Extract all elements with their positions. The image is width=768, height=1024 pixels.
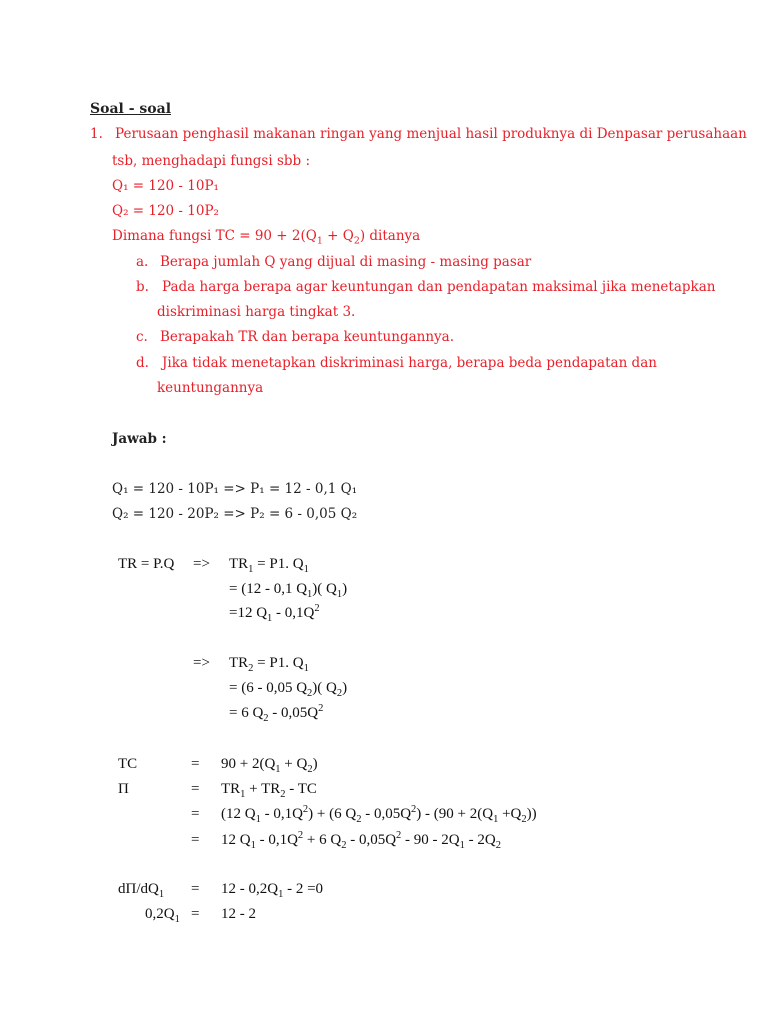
equals-4: = <box>191 832 200 848</box>
sub-a-marker: a. <box>136 254 149 270</box>
question-line-2: tsb, menghadapi fungsi sbb : <box>112 153 311 169</box>
equals-3: = <box>191 806 200 822</box>
sub-b-marker: b. <box>136 279 149 295</box>
answer-label: Jawab : <box>112 431 167 447</box>
sub-d-text-1: Jika tidak menetapkan diskriminasi harga, berapa beda pendapatan dan <box>162 355 657 371</box>
question-tc-function: Dimana fungsi TC = $90 + 2(Q_1 + Q_2)$ ditanya <box>112 228 421 247</box>
sub-c-text: Berapakah TR dan berapa keuntungannya. <box>160 329 454 345</box>
tr1-line-1: $TR_1 = P1$. $Q_1$ <box>229 556 309 575</box>
question-equation-1: Q₁ = 120 - 10P₁ <box>112 178 219 194</box>
derivative-lhs: $0,2Q_1$ <box>145 906 180 925</box>
arrow-1: => <box>193 556 210 572</box>
profit-label: Π <box>118 781 129 797</box>
tr-label: TR = P.Q <box>118 556 175 572</box>
arrow-2: => <box>193 655 210 671</box>
derivative-label: $d\Pi/dQ_1$ <box>118 881 165 900</box>
equals-5: = <box>191 881 200 897</box>
derivative-line-1: $12 - 0,2Q_1 - 2 =0$ <box>221 881 324 900</box>
profit-line-1: $TR_1 + TR_2$ - TC <box>221 781 317 800</box>
answer-equation-2: Q₂ = 120 - 20P₂ => P₂ = 6 - 0,05 Q₂ <box>112 506 358 522</box>
equals-6: = <box>191 906 200 922</box>
sub-d-marker: d. <box>136 355 149 371</box>
tc-label: TC <box>118 756 138 772</box>
tr2-line-2: = (6 - 0,05 $Q_2$)( $Q_2$) <box>229 680 348 699</box>
sub-b-text-1: Pada harga berapa agar keuntungan dan pendapatan maksimal jika menetapkan <box>162 279 716 295</box>
sub-a-text: Berapa jumlah Q yang dijual di masing - masing pasar <box>160 254 532 270</box>
equals-1: = <box>191 756 200 772</box>
answer-equation-1: Q₁ = 120 - 10P₁ => P₁ = 12 - 0,1 Q₁ <box>112 481 358 497</box>
sub-b-text-2: diskriminasi harga tingkat 3. <box>157 304 356 320</box>
question-number: 1. <box>90 126 103 142</box>
profit-line-3: 12 $Q_1 - 0,1Q^2 + 6$ $Q_2 - 0,05Q^2 - 90 - 2Q_1 - 2Q_2$ <box>221 830 501 851</box>
tc-expression: $90 + 2(Q_1 + Q_2)$ <box>221 756 318 775</box>
section-title: Soal - soal <box>90 101 172 117</box>
sub-c-marker: c. <box>136 329 148 345</box>
tr2-line-1: $TR_2 = P1$. $Q_1$ <box>229 655 309 674</box>
tr1-line-3: =12 $Q_1 - 0,1Q^2$ <box>229 603 320 624</box>
sub-d-text-2: keuntungannya <box>157 380 264 396</box>
tr1-line-2: = (12 - 0,1 $Q_1$)( $Q_1$) <box>229 581 348 600</box>
profit-line-2: (12 $Q_1 - 0,1Q^2) + (6$ $Q_2 - 0,05Q^2) - (90 + 2(Q_1 +Q_2))$ <box>221 804 537 825</box>
question-equation-2: Q₂ = 120 - 10P₂ <box>112 203 219 219</box>
equals-2: = <box>191 781 200 797</box>
derivative-line-2: 12 - 2 <box>221 906 256 922</box>
question-line-1: Perusaan penghasil makanan ringan yang menjual hasil produknya di Denpasar perusahaan <box>115 126 747 142</box>
tr2-line-3: = 6 $Q_2 - 0,05Q^2$ <box>229 703 324 724</box>
